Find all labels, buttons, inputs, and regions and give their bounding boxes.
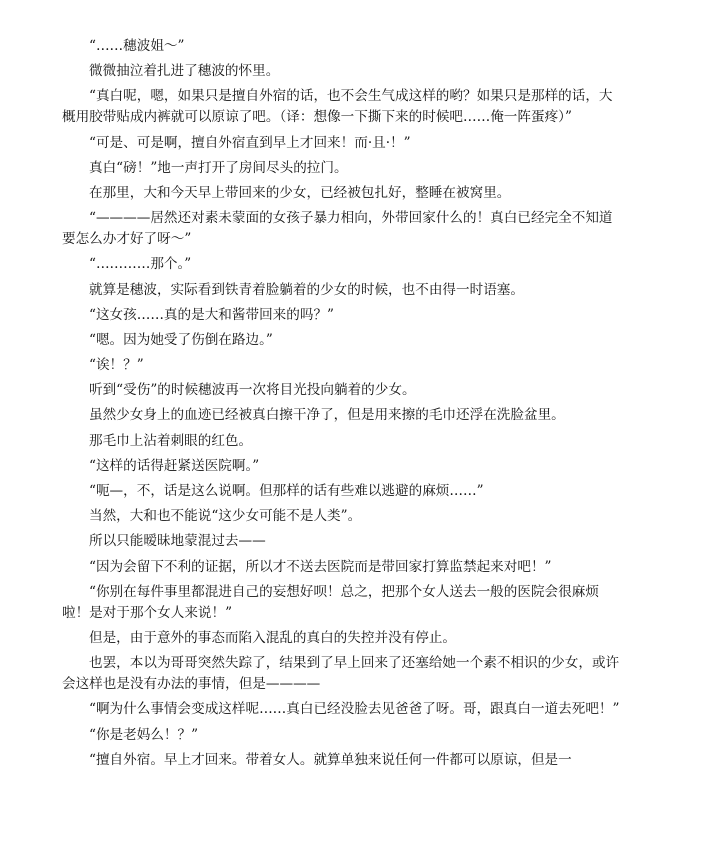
paragraph: “擅自外宿。早上才回来。带着女人。就算单独来说任何一件都可以原谅，但是一	[89, 751, 572, 768]
paragraph: 虽然少女身上的血迹已经被真白擦干净了，但是用来擦的毛巾还浮在洗脸盆里。	[89, 407, 565, 424]
paragraph: 但是，由于意外的事态而陷入混乱的真白的失控并没有停止。	[89, 629, 457, 646]
paragraph: “啊为什么事情会变成这样呢……真白已经没脸去见爸爸了呀。哥，跟真白一道去死吧！”	[89, 701, 620, 718]
paragraph: “嗯。因为她受了伤倒在路边。”	[89, 331, 273, 348]
paragraph: 当然，大和也不能说“这少女可能不是人类”。	[89, 508, 362, 525]
paragraph: 微微抽泣着扎进了穗波的怀里。	[89, 63, 280, 80]
paragraph: 那毛巾上沾着刺眼的红色。	[89, 432, 253, 449]
paragraph: “因为会留下不利的证据，所以才不送去医院而是带回家打算监禁起来对吧！”	[89, 558, 552, 575]
paragraph: “真白呢，嗯，如果只是擅自外宿的话，也不会生气成这样的哟？如果只是那样的话，大概用胶带贴成内裤就可以原谅了吧。（译：想像一下撕下来的时候吧……俺一阵蛋疼）”	[62, 88, 613, 126]
paragraph: “……穗波姐～”	[89, 38, 185, 54]
paragraph: “————居然还对素未蒙面的女孩子暴力相向，外带回家什么的！真白已经完全不知道要怎么办才好了呀～”	[62, 210, 613, 248]
paragraph: “…………那个。”	[89, 256, 192, 273]
paragraph: “呃—，不，话是这么说啊。但那样的话有些难以逃避的麻烦……”	[89, 483, 484, 499]
paragraph: 就算是穗波，实际看到铁青着脸躺着的少女的时候，也不由得一时语塞。	[89, 281, 524, 298]
paragraph: “这样的话得赶紧送医院啊。”	[89, 457, 260, 474]
paragraph: “诶！？”	[89, 357, 144, 374]
paragraph: 听到“受伤”的时候穗波再一次将目光投向躺着的少女。	[89, 382, 416, 399]
paragraph: “你别在每件事里都混进自己的妄想好呗！总之，把那个女人送去一般的医院会很麻烦啦！是对于那个女人来说！”	[62, 583, 599, 621]
paragraph: 所以只能暧昧地蒙混过去——	[89, 533, 266, 550]
paragraph: “可是、可是啊，擅自外宿直到早上才回来！而·且·！”	[89, 134, 411, 151]
document-page	[62, 36, 622, 775]
paragraph: 在那里，大和今天早上带回来的少女，已经被包扎好，整睡在被窝里。	[89, 184, 511, 201]
paragraph: “你是老妈么！？”	[89, 726, 199, 743]
paragraph: 真白“磅！”地一声打开了房间尽头的拉门。	[89, 159, 348, 176]
paragraph: “这女孩……真的是大和酱带回来的吗？”	[89, 306, 334, 323]
paragraph: 也罢，本以为哥哥突然失踪了，结果到了早上回来了还塞给她一个素不相识的少女，或许会这样也是没有办法的事情，但是————	[62, 655, 620, 693]
